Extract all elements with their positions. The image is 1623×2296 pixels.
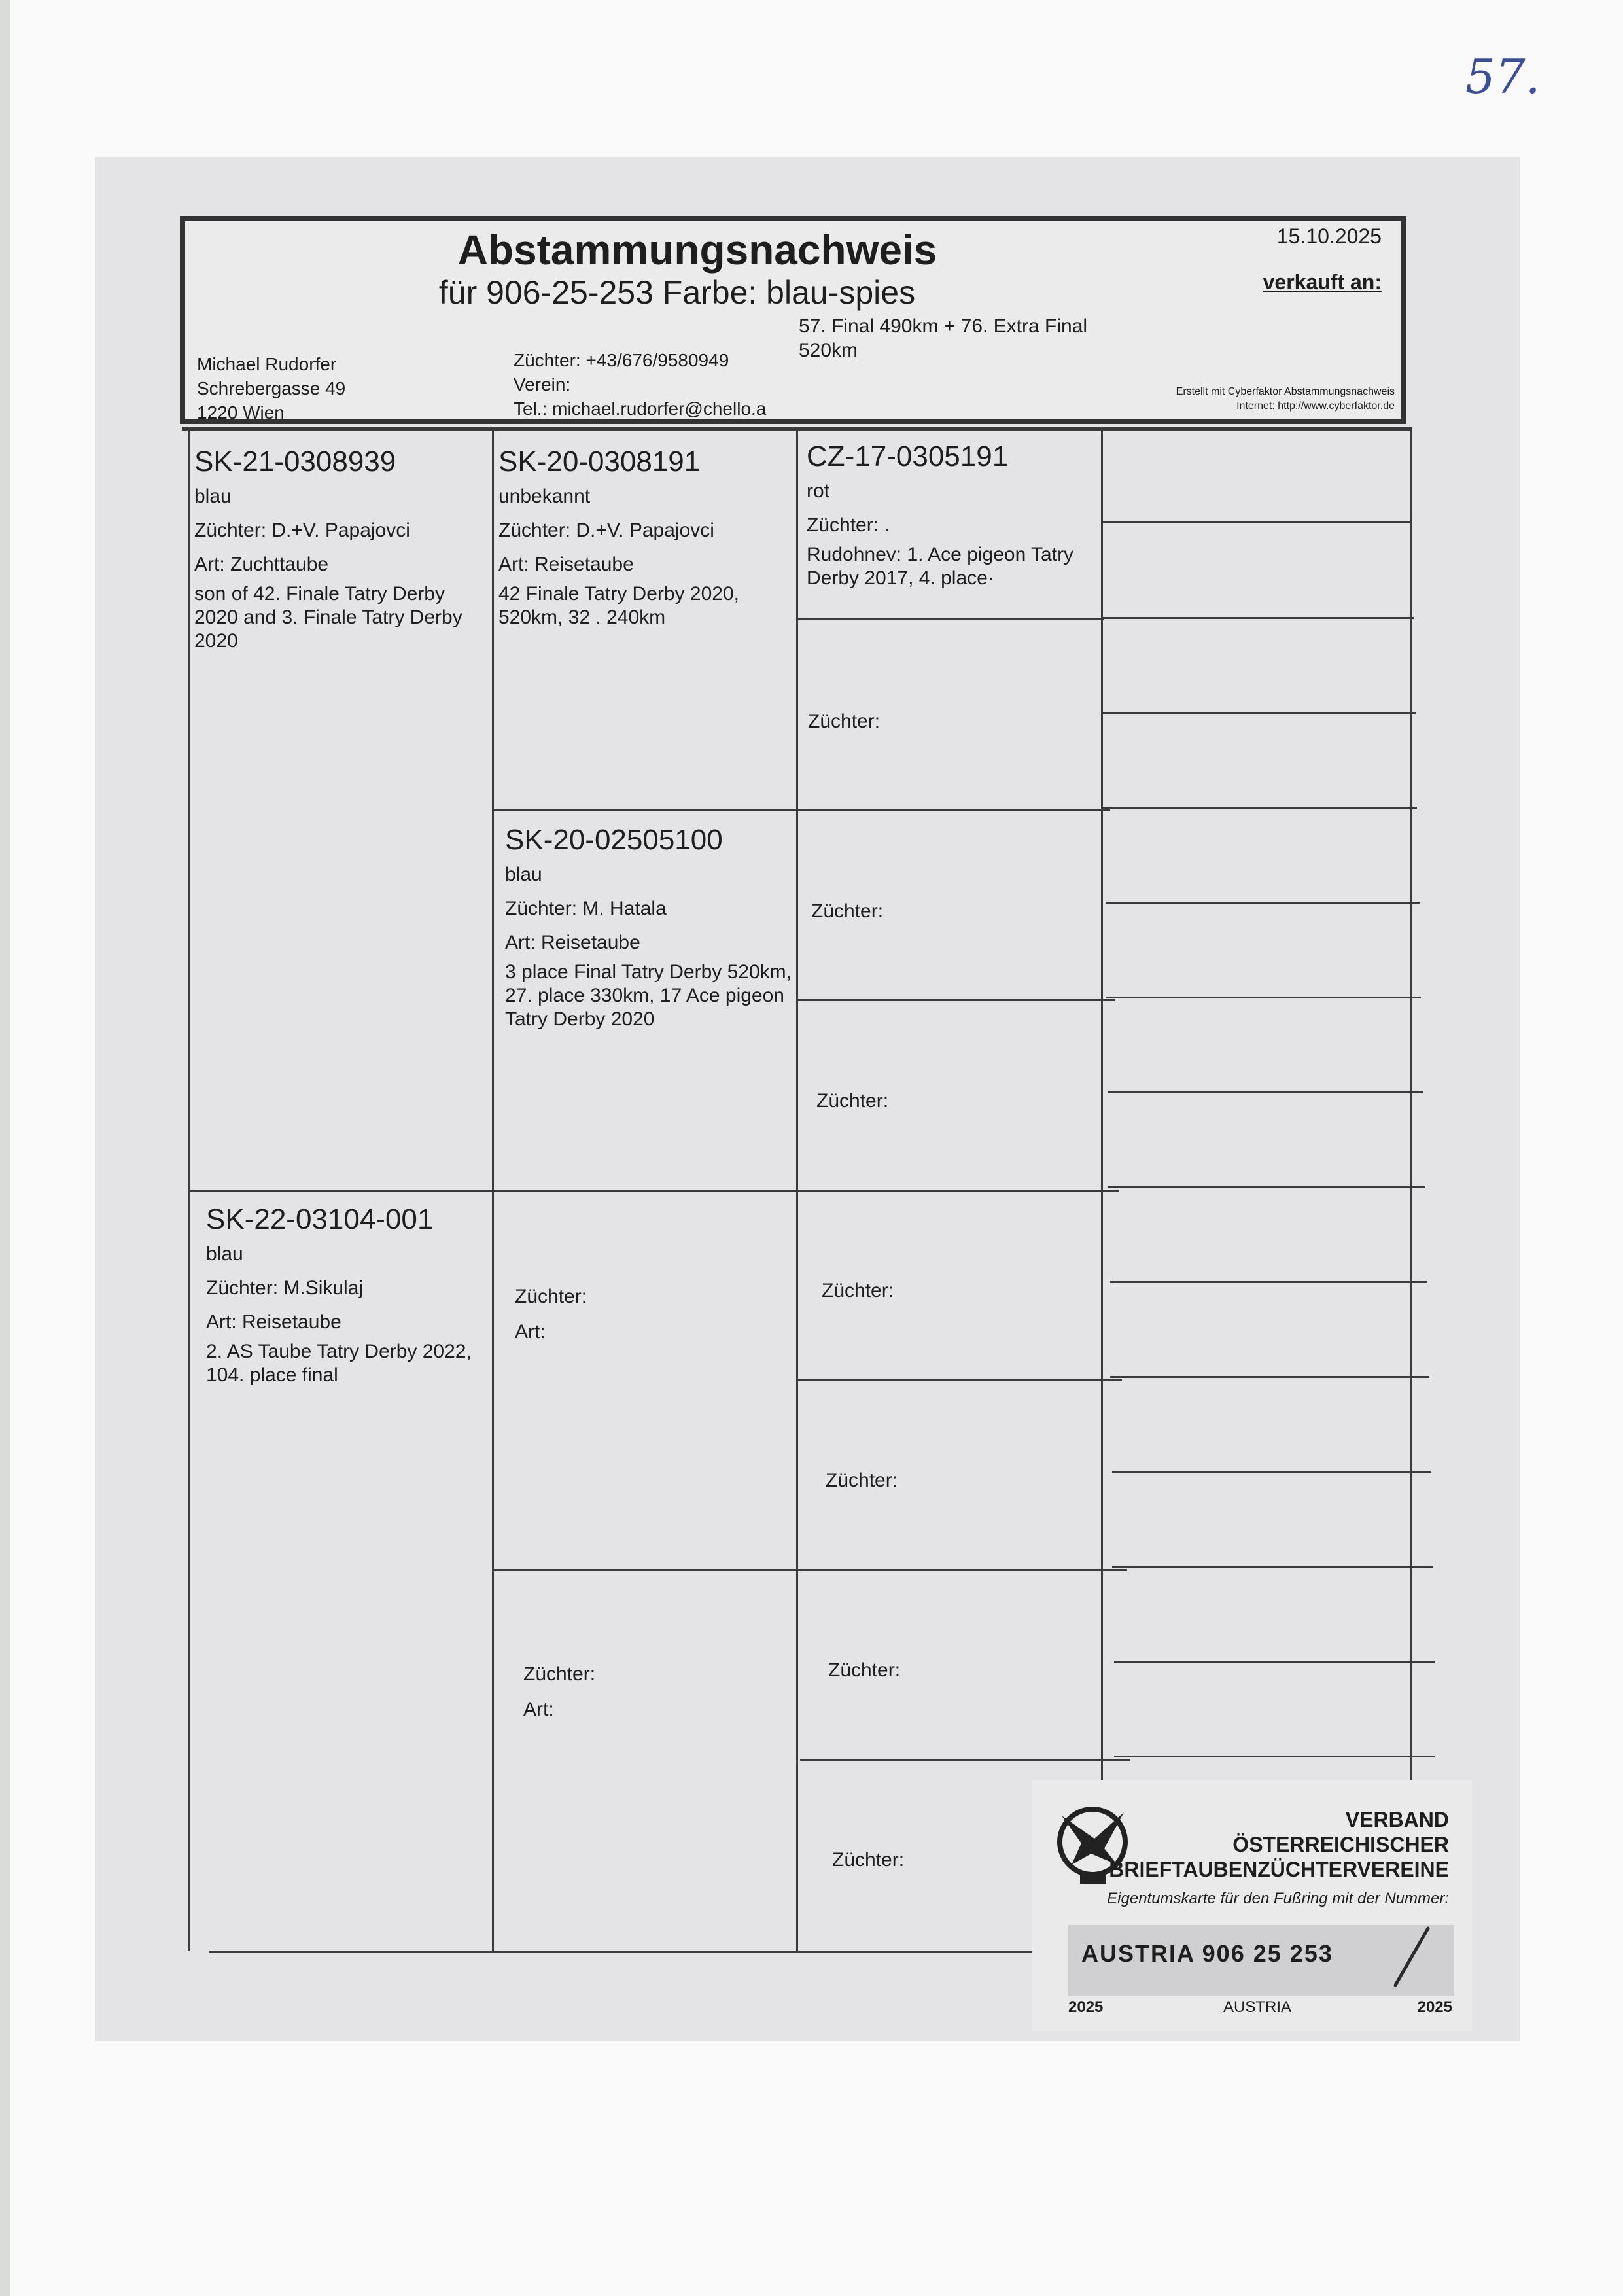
mm-breeder: Züchter: xyxy=(523,1663,596,1685)
grid-line xyxy=(492,427,494,1951)
grid-line xyxy=(1114,1756,1435,1757)
great-grandfather-cell xyxy=(807,440,1094,590)
grid-line xyxy=(1114,1661,1435,1663)
association-name-line: ÖSTERREICHISCHER xyxy=(1232,1833,1449,1856)
ff-ring-number: SK-20-0308191 xyxy=(498,446,701,478)
pen-stroke xyxy=(1389,1925,1435,1990)
fm-notes: 3 place Final Tatry Derby 520km, 27. place 330km, 17 Ace pigeon Tatry Derby 2020 xyxy=(505,961,792,1030)
association-name xyxy=(1109,1807,1449,1882)
ring-and-color: für 906-25-253 Farbe: blau-spies xyxy=(438,274,916,311)
mother-ring-number: SK-22-03104-001 xyxy=(206,1203,434,1235)
mm-type: Art: xyxy=(523,1699,554,1720)
performance-summary: 57. Final 490km + 76. Extra Final 520km xyxy=(799,315,1088,361)
stamp-year: 2025 xyxy=(1068,1998,1104,2016)
ff-color: unbekannt xyxy=(498,486,591,507)
stamp-country: AUSTRIA xyxy=(1223,1998,1292,2016)
father-cell xyxy=(194,445,482,653)
father-color: blau xyxy=(194,486,232,507)
mother-notes: 2. AS Taube Tatry Derby 2022, 104. place final xyxy=(206,1341,472,1386)
ff-type: Art: Reisetaube xyxy=(498,554,634,575)
father-type: Art: Zuchttaube xyxy=(194,554,329,575)
grid-line xyxy=(1103,807,1417,809)
association-name-line: VERBAND xyxy=(1345,1808,1449,1831)
fm-breeder: Züchter: M. Hatala xyxy=(505,898,667,919)
grid-line xyxy=(1101,521,1412,523)
scan-edge xyxy=(0,0,10,2296)
document-date: 15.10.2025 xyxy=(1276,224,1382,248)
breeder-phone: Züchter: +43/676/9580949 xyxy=(514,350,729,370)
ring-number: AUSTRIA 906 25 253 xyxy=(1081,1940,1333,1967)
document-title: Abstammungsnachweis xyxy=(457,226,937,274)
grid-line xyxy=(1106,902,1420,904)
grid-line xyxy=(796,618,1104,620)
grid-line xyxy=(796,809,1110,811)
grid-line xyxy=(209,1951,1034,1953)
association-name-line: BRIEFTAUBENZÜCHTERVEREINE xyxy=(1109,1858,1449,1881)
gen3-breeder-label: Züchter: xyxy=(826,1470,898,1491)
owner-street: Schrebergasse 49 xyxy=(197,378,346,398)
father-ring-number: SK-21-0308939 xyxy=(194,446,396,478)
owner-city: 1220 Wien xyxy=(197,402,285,423)
credit-url: Internet: http://www.cyberfaktor.de xyxy=(1236,400,1395,412)
gen3-breeder-label: Züchter: xyxy=(822,1280,894,1301)
paternal-grandmother-cell xyxy=(505,823,793,1031)
owner-name: Michael Rudorfer xyxy=(197,354,337,374)
father-breeder: Züchter: D.+V. Papajovci xyxy=(194,520,410,541)
grid-line xyxy=(798,1190,1119,1192)
gen3-breeder-label: Züchter: xyxy=(811,900,884,922)
ff-notes: 42 Finale Tatry Derby 2020, 520km, 32 . 240km xyxy=(498,583,739,628)
pedigree-header xyxy=(180,216,1406,424)
gen3-breeder-label: Züchter: xyxy=(828,1659,901,1681)
handwritten-page-number: 57. xyxy=(1465,49,1541,104)
association-stamp xyxy=(1032,1780,1472,2031)
stamp-year: 2025 xyxy=(1417,1998,1452,2016)
fm-type: Art: Reisetaube xyxy=(505,932,640,953)
sold-to-label: verkauft an: xyxy=(1263,270,1382,294)
grid-line xyxy=(1112,1566,1433,1568)
fff-breeder: Züchter: . xyxy=(807,514,890,536)
gen3-breeder-label: Züchter: xyxy=(816,1090,889,1112)
grid-line xyxy=(800,1569,1127,1571)
owner-address xyxy=(197,352,345,425)
mf-breeder: Züchter: xyxy=(515,1286,587,1307)
mother-color: blau xyxy=(206,1243,243,1265)
paternal-grandfather-cell xyxy=(498,445,790,629)
grid-line xyxy=(1101,427,1103,1781)
grid-line xyxy=(798,1379,1122,1381)
grid-line xyxy=(1108,1091,1423,1093)
gen3-breeder-label: Züchter: xyxy=(808,711,881,732)
grid-line xyxy=(1110,1376,1429,1378)
gen3-breeder-label: Züchter: xyxy=(832,1849,905,1871)
grid-line xyxy=(1110,1281,1427,1283)
mf-type: Art: xyxy=(515,1321,546,1343)
grid-line xyxy=(800,1759,1130,1761)
grid-line xyxy=(492,809,806,811)
maternal-grandfather-cell xyxy=(515,1279,790,1350)
mother-breeder: Züchter: M.Sikulaj xyxy=(206,1277,364,1299)
fff-ring-number: CZ-17-0305191 xyxy=(807,440,1009,472)
mother-type: Art: Reisetaube xyxy=(206,1311,341,1333)
grid-line xyxy=(494,1569,821,1571)
grid-line xyxy=(1101,617,1414,619)
grid-line xyxy=(188,1190,809,1192)
mother-cell xyxy=(206,1203,487,1387)
grid-line xyxy=(798,999,1115,1001)
fff-color: rot xyxy=(807,480,830,502)
grid-line xyxy=(1106,997,1421,998)
fm-ring-number: SK-20-02505100 xyxy=(505,824,723,856)
software-credit xyxy=(1176,385,1395,414)
breeder-email: Tel.: michael.rudorfer@chello.a xyxy=(514,398,767,419)
club: Verein: xyxy=(514,374,571,395)
fff-notes: Rudohnev: 1. Ace pigeon Tatry Derby 2017, 4. place· xyxy=(807,544,1074,589)
maternal-grandmother-cell xyxy=(523,1657,798,1727)
credit-line: Erstellt mit Cyberfaktor Abstammungsnachweis xyxy=(1176,386,1395,397)
fm-color: blau xyxy=(505,864,542,885)
breeder-contact xyxy=(514,348,766,421)
grid-line xyxy=(1410,427,1412,1781)
father-notes: son of 42. Finale Tatry Derby 2020 and 3. Finale Tatry Derby 2020 xyxy=(194,583,462,652)
grid-line xyxy=(188,427,190,1951)
ff-breeder: Züchter: D.+V. Papajovci xyxy=(498,520,714,541)
grid-line xyxy=(1112,1471,1431,1473)
grid-line xyxy=(1103,712,1416,714)
grid-line xyxy=(1108,1186,1425,1188)
ownership-card-caption: Eigentumskarte für den Fußring mit der Nummer: xyxy=(1107,1890,1449,1907)
